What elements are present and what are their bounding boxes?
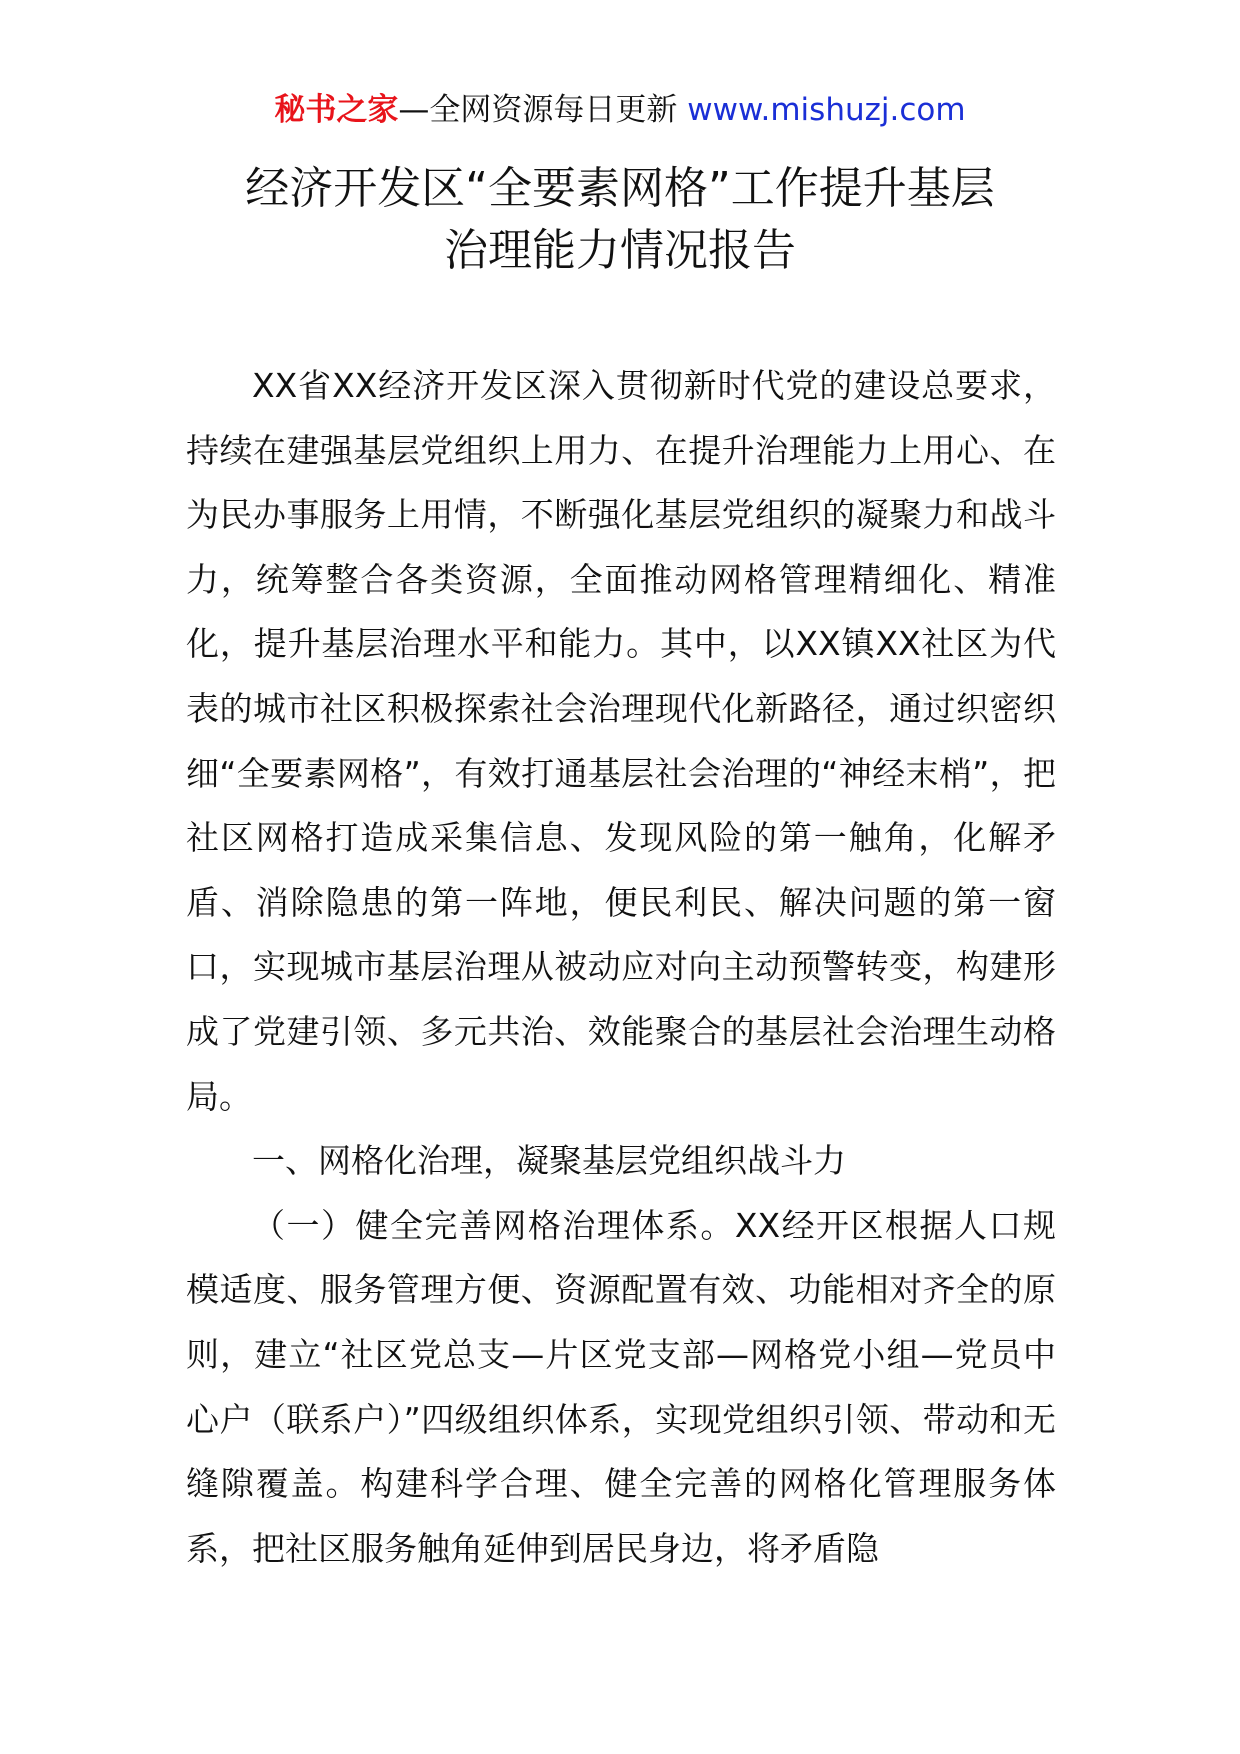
brand-slogan: —全网资源每日更新 [398,92,688,128]
section-paragraph: （一）健全完善网格治理体系。XX经开区根据人口规模适度、服务管理方便、资源配置有效、功能相对齐全的原则，建立“社区党总支—片区党支部—网格党小组—党员中心户（联系户）”四级组织体系，实现党组织引领、带动和无缝隙覆盖。构建科学合理、健全完善的网格化管理服务体系，把社区服务触角延伸到居民身边，将矛盾隐 [186,1205,1056,1568]
site-watermark-header [0,90,1240,130]
document-body [186,354,1056,1581]
document-title-line1: 经济开发区“全要素网格”工作提升基层 [245,163,995,214]
document-title [0,158,1240,282]
intro-paragraph: XX省XX经济开发区深入贯彻新时代党的建设总要求，持续在建强基层党组织上用力、在提升治理能力上用心、在为民办事服务上用情，不断强化基层党组织的凝聚力和战斗力，统筹整合各类资源，全面推动网格管理精细化、精准化，提升基层治理水平和能力。其中，以XX镇XX社区为代表的城市社区积极探索社会治理现代化新路径，通过织密织细“全要素网格”，有效打通基层社会治理的“神经末梢”，把社区网格打造成采集信息、发现风险的第一触角，化解矛盾、消除隐患的第一阵地，便民利民、解决问题的第一窗口，实现城市基层治理从被动应对向主动预警转变，构建形成了党建引领、多元共治、效能聚合的基层社会治理生动格局。 [186,366,1056,1116]
brand-name: 秘书之家 [274,92,399,128]
document-title-line2: 治理能力情况报告 [444,225,796,276]
brand-url: www.mishuzj.com [687,92,966,128]
section-heading: 一、网格化治理，凝聚基层党组织战斗力 [252,1141,846,1181]
